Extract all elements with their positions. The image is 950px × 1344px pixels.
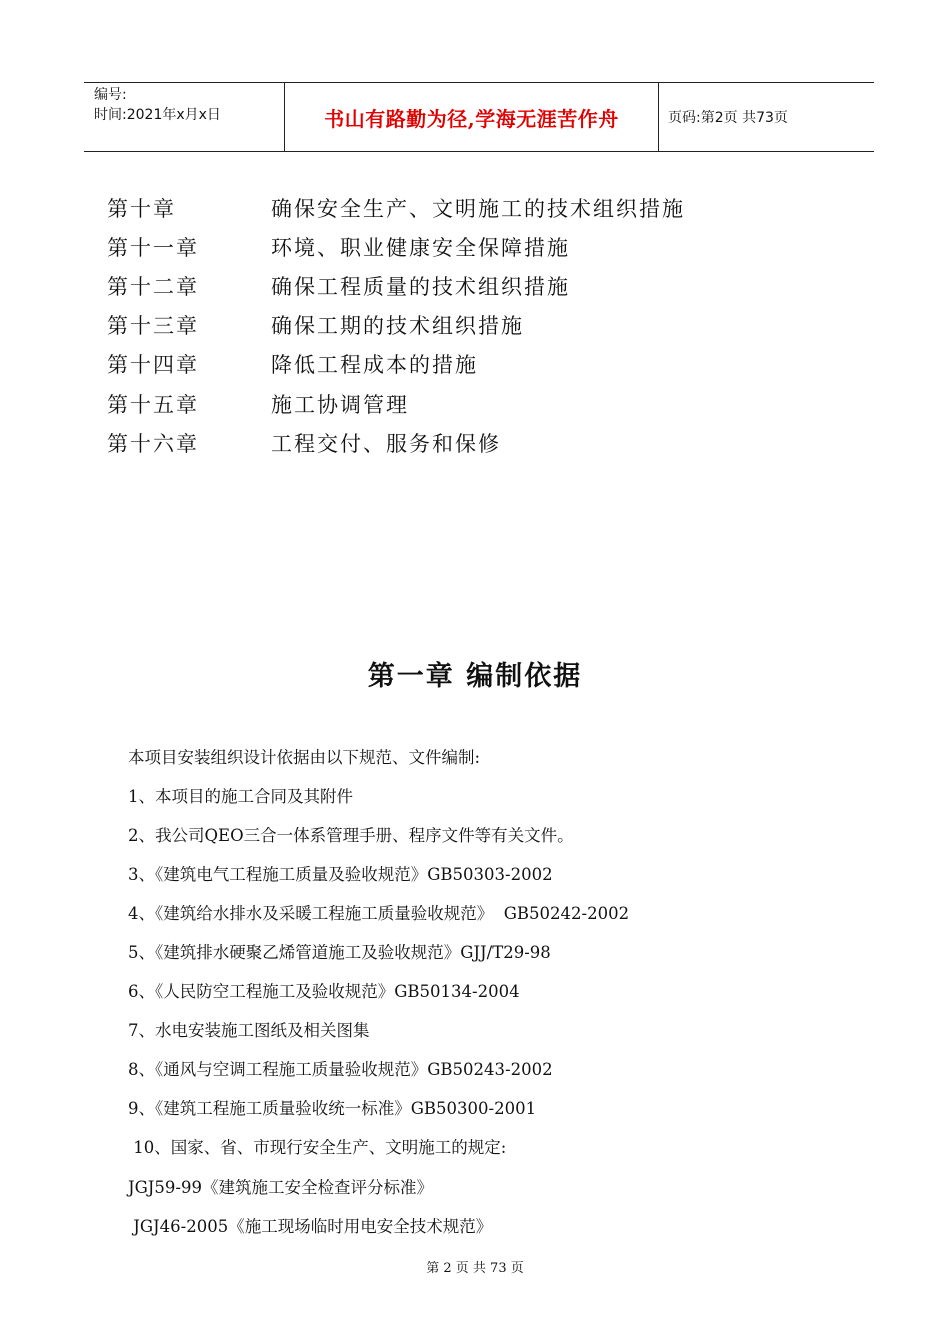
toc-chapter-number: 第十六章 xyxy=(107,431,199,456)
list-item: 8、《通风与空调工程施工质量验收规范》GB50243-2002 xyxy=(128,1060,553,1080)
chapter-title: 第一章 编制依据 xyxy=(367,661,583,692)
toc-row xyxy=(107,306,685,345)
page-footer: 第 2 页 共 73 页 xyxy=(426,1261,524,1276)
list-item: 6、《人民防空工程施工及验收规范》GB50134-2004 xyxy=(128,982,520,1002)
list-item: 5、《建筑排水硬聚乙烯管道施工及验收规范》GJJ/T29-98 xyxy=(128,943,551,963)
toc-chapter-number: 第十三章 xyxy=(107,314,199,339)
toc-chapter-title: 施工协调管理 xyxy=(271,392,409,417)
toc-row xyxy=(107,423,685,462)
toc-chapter-number: 第十一章 xyxy=(107,235,199,260)
toc-row xyxy=(107,384,685,423)
toc-chapter-title: 降低工程成本的措施 xyxy=(271,353,478,378)
list-item: 9、《建筑工程施工质量验收统一标准》GB50300-2001 xyxy=(128,1099,537,1119)
page-header xyxy=(84,82,874,152)
list-item: 10、国家、省、市现行安全生产、文明施工的规定: xyxy=(128,1138,507,1158)
document-time: 时间:2021年x月x日 xyxy=(94,107,221,123)
list-item: 1、本项目的施工合同及其附件 xyxy=(128,786,353,806)
header-motto: 书山有路勤为径,学海无涯苦作舟 xyxy=(285,83,659,151)
intro-text: 本项目安装组织设计依据由以下规范、文件编制: xyxy=(128,747,481,767)
toc-row xyxy=(107,266,685,305)
toc-row xyxy=(107,345,685,384)
toc-chapter-title: 确保工期的技术组织措施 xyxy=(271,314,524,339)
list-item: 3、《建筑电气工程施工质量及验收规范》GB50303-2002 xyxy=(128,864,553,884)
toc-chapter-number: 第十章 xyxy=(107,196,176,221)
document-number-label: 编号: xyxy=(94,87,127,103)
toc-chapter-title: 环境、职业健康安全保障措施 xyxy=(271,235,570,260)
toc-chapter-number: 第十四章 xyxy=(107,353,199,378)
header-page-info: 页码:第2页 共73页 xyxy=(668,110,788,126)
header-meta xyxy=(84,83,285,151)
toc-chapter-title: 工程交付、服务和保修 xyxy=(271,431,501,456)
list-item: 7、水电安装施工图纸及相关图集 xyxy=(128,1021,370,1041)
toc-row xyxy=(107,227,685,266)
toc-row xyxy=(107,188,685,227)
list-item: 2、我公司QEO三合一体系管理手册、程序文件等有关文件。 xyxy=(128,825,574,845)
toc-chapter-number: 第十二章 xyxy=(107,274,199,299)
toc-chapter-number: 第十五章 xyxy=(107,392,199,417)
list-item: 4、《建筑给水排水及采暖工程施工质量验收规范》 GB50242-2002 xyxy=(128,903,630,923)
toc-chapter-title: 确保安全生产、文明施工的技术组织措施 xyxy=(271,196,685,221)
table-of-contents xyxy=(107,188,685,462)
list-item: JGJ59-99《建筑施工安全检查评分标准》 xyxy=(128,1177,433,1197)
toc-chapter-title: 确保工程质量的技术组织措施 xyxy=(271,274,570,299)
basis-list xyxy=(128,736,629,1244)
list-item: JGJ46-2005《施工现场临时用电安全技术规范》 xyxy=(128,1216,493,1236)
